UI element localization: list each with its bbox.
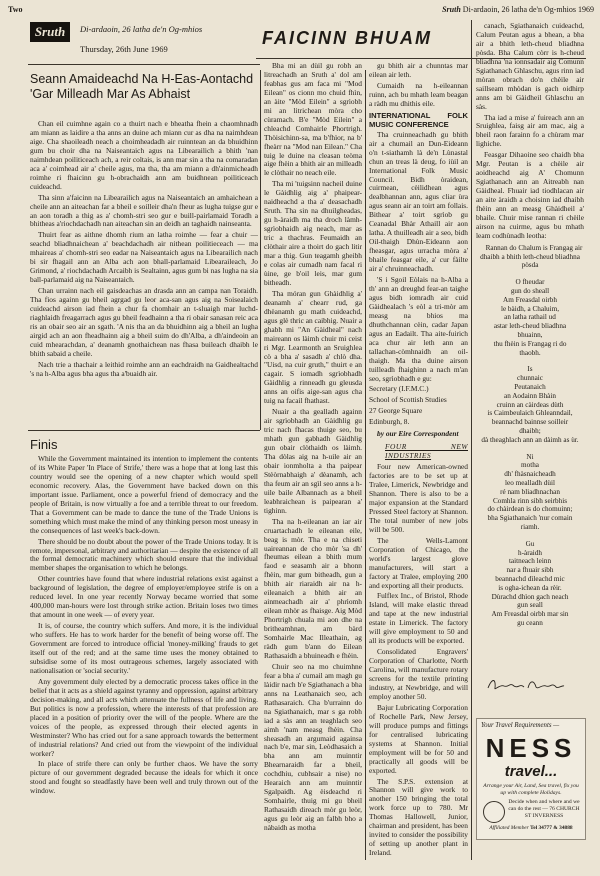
poem-line: motha	[521, 461, 539, 470]
column-four	[369, 62, 468, 862]
poem-line: riamh.	[520, 522, 540, 531]
poem-line: ré nam bliadhnachan	[500, 487, 560, 496]
paragraph: While the Government maintained its intention to implement the contents of its White Paper 'In Place of Strife,' there was a hope that at long last this country would see the opening of a new chapter which would spell economic recovery. Alas, the Government have backed down on this important issue. Parliament, once a powerful friend of democracy and the people of Britain, is now virtually a foe and a terrible threat to our freedom. That a Government can be made to dance the tune of the Trade Unions is something which must make the mind of any thinking person most uneasy in the consequences of last week's back-down.	[30, 455, 258, 535]
poem-line: beannachd bainnse soilleir	[491, 418, 569, 427]
paragraph: Consolidated Engravers' Corporation of Charlotte, North Carolina, will manufacture rotary screens for the textile printing industry, at Newbridge, and will employ another 50.	[369, 647, 468, 701]
paragraph: Chan eil cuimhne again co a thuirt nach e bheatha fhein a chaomhnadh am miann as laidire a tha anns an duine ach miann cur as dha na naimhdean aige. Cha shaoileadh neach a choimheadadh air ruinntean an da bhuidhinn gum bu choir dha na Naiseantaich agus na Libearailich a bhith 'nan naimhdean poiliticeach ach, a reir coltais, is ann mar sin a tha na comaradan aca a' coimhead air a' cheile agus, ma tha, tha am miann a dh'ainmicheadh roimhe ri fhaicinn gu h-obrachaidh ann am buidhnean poiliticeach cuideachd.	[30, 120, 258, 191]
address-line: Secretary (I.F.M.C.)	[369, 384, 429, 394]
poem-line: chunnaic	[517, 374, 543, 383]
paragraph: Feasgar Dihaoine seo chaidh bha Mgr. Peutan is a chèile air aoidheachd aig A' Chomunn Sgiathanach ann an Aitreabh nan Gàidheal. Fhuair iad tiodhlacan air an aite àraidh a choisinn iad dhaibh fhèin ann an measg Ghàidheil a' bhaile. Chuir mise rannan ri chèile airson na cuirme, agus bu mhath leam codhùnadh leotha:	[476, 150, 584, 240]
poem-line: dh' fhàsnaicheadh	[504, 470, 556, 479]
ad-brand: NESS	[485, 733, 577, 763]
poem-stanza	[476, 540, 584, 628]
sruth-logo: Sruth	[30, 22, 70, 42]
paragraph: canach, Sgiathanaich cuideachd, Calum Peutan agus a bhean, a bha air a bhith leth-cheud bliadhna pòsda. Bha Calum còrr is h-cheud bliadhna 'na ìonnsadair aig Comunn Sgiathanach Ghlaschu, agus rinn iad mòran obrach do'n chèile air saillseam mhòdan is gach oidhirp anns am bi Gàidheil Ghlaschu an sàs.	[476, 22, 584, 111]
running-head	[442, 5, 594, 14]
paragraph: Tha móran gun Ghàidhlig a' deanamh a' chearr rud, ga dhèanamh gu math cuideachd, agus glè thric an caibhig. Nuair a ghabh mi "An Gàidheal" nach maireann os làimh chuir mi ceist ri Mgr. Learmonth an Sruighlea cò a bha a' sasadh a' chlò dha. "Uisd, na cuir gruth," thuirt e an cagair. S iomadh sgrìobhadh Gàidhlig a rinneadh gu gleusda anns an oifis aige-san agus cha tuig na facail fhathast.	[264, 288, 362, 406]
poem-line: Is	[527, 365, 533, 374]
poem-line: leo mealladh dùil	[505, 479, 555, 487]
ad-description: Arrange your Air, Land, Sea travel, fix you up with complete Holidays.	[483, 783, 579, 796]
column-rule-3	[471, 20, 472, 860]
poem-line: thu fhèin is Frangag ri do	[493, 339, 567, 348]
poem-line: cruinn an càirdeas dùth	[496, 400, 564, 409]
ad-telephone: Tel 34777 & 34888	[530, 825, 573, 831]
poem-line: is ogha-ichean da rèir.	[498, 583, 562, 592]
editorial2-headline: Finis	[30, 437, 58, 452]
paragraph: 'S i Sgoil Eòlais na h-Alba a th' ann an dreughd fear-an taighe agus bidh iomradh air cuid Gàidhealach 's eòl a tri-mòr am measg na bhios ma dhuthchannan cèin, cadar Japan agus an Eadailt. Tha aite-fuirich aca chur air leth ann an tallachan-còmhnaidh an oil-thaigh. Ma tha duine airson tuilleadh fhaighinn a nach m'an seo, sgrìobhadh e gu:	[369, 275, 468, 383]
masthead-divider	[28, 64, 260, 65]
editorial-divider	[28, 430, 260, 431]
masthead-gaelic-date: Di-ardaoin, 26 latha de'n Og-mhios	[80, 24, 203, 34]
column-title: FAICINN BHUAM	[262, 28, 432, 48]
poem-line: an Aodainn Bhàin	[504, 391, 556, 400]
faicinn-column-body	[264, 62, 362, 862]
paragraph: The Wells-Lamont Corporation of Chicago, the world's largest glove manufacturers, will start a factory at Tralee, employing 200 and exporting all their products.	[369, 535, 468, 590]
poem-line: Gu	[525, 539, 535, 548]
paragraph: Thuirt fear as aithne dhomh rium an latha roimhe — fear a chuir — seachd bliadhnaichean a' beachdachadh air nithean poilitieceach — ma mhaireas a' chomh-stri seo eadar na Naiseantaich agus na Libearailich nach bi sir fhagail ann an Alba ach aon bhall-parlamaid Libearaileach, Jo Grimond, a' riochdachadh Arcaibh is Sealtainn, agus gum bi nas lugha na sia ball-parlamaid aig na Naiseantaich.	[30, 230, 258, 285]
poem-line: beannachd dìleachd mic	[495, 574, 565, 583]
byline: by our Eire Correspondent	[377, 429, 459, 439]
masthead-english-date: Thursday, 26th June 1969	[80, 44, 168, 54]
masthead	[30, 22, 250, 64]
paragraph: Cumaidh na h-eileannan ruinn, ach bu mhath leam beagan a ràdh mu dhithis eile.	[369, 80, 468, 108]
paragraph: Nuair a tha gealladh againn air sgrìobhadh an Gàidhlig gu tric nach fhacas thuige seo, bu mhath gun gabhadh Gàidhlig gun obair clòthaidh os làimh. Tha dòlas aig na h-uile air an obair ionmholta a tha paipear Stèòrnabhaigh a' dèanamh, ach tha feum air an sgìl seo anns a h-uile baile Albannach as a bheil leabhraichean is paipearan a' tighinn.	[264, 407, 362, 515]
paragraph: In place of strife there can only be further chaos. We have the sorry picture of our government degraded because the ideals for which it once stood and fought so steadfastly have been well and truly thrown out of the window.	[30, 759, 258, 796]
conference-heading: INTERNATIONAL FOLK MUSIC CONFERENCE	[369, 110, 468, 129]
paragraph: Tha na h-eileanan an iar air cruartachadh le eileanan eile, beag is mòr. Tha e na chiseti uaireannan de cho mòr 'sa dh' fheumas eilean a bhith mum faod e seasamh air a bhonn fhèin, mar gum bitheadh, gun a bhith air riaraidh air na h-eileanaich a bhith air an ainmeachadh air a' phrìomh eilean mhòr as fhaisge. Aig Mòd Phortrigh chuala mi aon dhe na britheamhnan, am bàrd Somhairle Mac Illeathain, ag ràdh gum b'ann do Eilean Rathasaidh a bhuineadh e fhèin.	[264, 516, 362, 660]
poem-line: astar leth-cheud bliadhna	[493, 322, 567, 331]
globe-icon	[483, 801, 505, 823]
ness-travel-ad	[476, 718, 586, 840]
industries-heading: FOUR NEW INDUSTRIES	[385, 442, 468, 461]
poem-stanza	[476, 278, 584, 357]
poem-line: Dùrachd dhìon gach neach	[491, 592, 569, 601]
paragraph: There should be no doubt about the power of the Trade Unions today. It is remote, impersonal, arbitrary and authoritarian — despite the existence of all the formal democratic machinery which should ensure that the individual member shapes the organisation to which he belongs.	[30, 536, 258, 573]
column-rule-2	[365, 70, 366, 860]
address-line: 27 George Square	[369, 406, 423, 416]
paragraph: Chuir seo na mo chuimhne fear a bha a' cumail am magh gu làidir nach b'e Sgiathanach a bha anns na Leathanaich seo, ach Rathasaraich. Cha b'urrainn do na Sgiathanaich, mar s ga robh iad a sàs ann an teaghlach seo aimh 'nam measg fhèin. Cha sheasadh an argumaid againsa nach b'e, mar sin, Leòdhasaich a bha ann am muinntir Bhearnaraidh far a bheil, cochdhiu, cubhsair a nise) no Hearaich ann am muinntir Sgalpaidh. Ag èisdeachd ri Somhairle, thuig mi gu bheil Rathasaidh direach mòr gu leòr, agus gu leòr aig an falbh bho a nàbaidh as motha	[264, 661, 362, 833]
poem-line: dhaibh;	[519, 427, 541, 436]
poem	[476, 278, 584, 627]
poem-stanza	[476, 453, 584, 532]
poem-line: Peutanaich	[514, 383, 546, 392]
poem-stanza	[476, 365, 584, 444]
paragraph: Nach trie a thachair a leithid roimhe ann an eachdraidh na Gaidhealtachd 's na h-Alba agus bha agus tha a'buaidh air.	[30, 359, 258, 378]
ad-tagline: Your Travel Requirements —	[481, 722, 560, 729]
running-head-date: Di-ardaoin, 26 latha de'n Og-mhios 1969	[460, 5, 594, 14]
ad-affiliation	[481, 825, 581, 831]
paragraph: Tha mi 'tuigsinn nacheil duine le Gàidhlig aig a' phaipear-naidheachd a tha a' deasachadh Sruth. Tha sin na dhuilgheadas, gu h-àraidh ma tha droch làmh-sgrìobhaidh aig neach, mar as tric a thachras. Feumaidh an clòthair aire a thoirt do gach litir mar a thig. Gun teagamh gheibh e colas air cumadh nam facal ri ùine, ge b'oil leis, mar gum bitheadh.	[264, 179, 362, 287]
paragraph: Other countries have found that where industrial relations exist against a background of legislation, the degree of employer/employee strife is on a reduced level. In one year recently Norway became worried that some 400,000 man-hours were lost through strike action. Britain loses two times that amount in one week — of every year.	[30, 574, 258, 620]
paragraph: Tha sinn a'faicinn na Libearailich agus na Naiseantaich an amhaichean a cheile ann an aiteachan far a bheil e soilleir dha'n fheur as lugha tuigse gur e an aon toradh a thig as a' chomh-stri seo gur e buill-pairlamaid Toradh a bhitheas a'riochdachadh nan aiteachan sin an deidh an taghaidh nainseanta.	[30, 192, 258, 229]
poem-line: Comhla rinn sibh seirbhis	[492, 496, 568, 505]
editorial1-headline: Seann Amaideachd Na H-Eas-Aontachd 'Gar Milleadh Mar As Abhaist	[30, 72, 254, 101]
author-signature	[486, 676, 566, 694]
poem-line: Am Freasdal oirbh mar sin	[491, 610, 569, 619]
column-five	[476, 22, 584, 668]
paragraph: Bajur Lubricating Corporation of Rochelle Park, New Jersey, will produce pumps and fittings for centralised lubricating systems at Shannon. Initial employment will be for 50 and practically all goods will be exported.	[369, 702, 468, 775]
poem-line: Am Freasdal oirbh	[503, 295, 557, 304]
poem-line: gun seall	[517, 601, 543, 610]
poem-line: is Caimbeulaich Ghleanndail,	[487, 409, 573, 418]
page-number-label: Two	[8, 5, 23, 14]
paragraph: Chan urrainn nach eil gaisdeachas an drasda ann an campa nan Toraidh. Tha fios againn gu bheil agrgad gu leor aca-san agus aig na Soisealaich cuideachd airson iad fhein a chur fa chomhair an t-sluaigh mar luchd-riaghlaidh freagarrach agus gu bheil feadhainn a tha ri obair sanasan reic aca ris an obair seo air an sgath. 'A nis tha an da bhuidhinn aig a bheil an lugha airgid ach an aon fheadhainn aig a bheil suim do dh'Alba, a dh'aindeoin an cuid mhearachdan, a' deanamh gnothaichean nas fhasa buileach dhaibh le bhith sabaid a cheile.	[30, 286, 258, 358]
ad-address: Decide when and where and we can do the rest — 76 CHURCH ST INVERNESS	[508, 799, 580, 819]
running-head-paper: Sruth	[442, 5, 461, 14]
poem-line: bhuainn,	[517, 331, 543, 340]
poem-line: h-àraidh	[518, 548, 542, 557]
editorial1-body	[30, 120, 258, 426]
poem-line: do chàirdean is do chomuinn;	[487, 505, 573, 514]
poem-line: Ni	[526, 452, 534, 461]
top-bar	[8, 3, 594, 17]
ad-travel-word: travel...	[504, 763, 558, 780]
poem-title: Rannan do Chalum is Frangag air dhaibh a bhith leth-cheud bliadhna pòsda	[480, 243, 583, 270]
paragraph: Four new American-owned factories are to be set up at Tralee, Limerick, Newbridge and Shannon. There is also to be a major expansion at the Standard Pressed Steel factory at Shannon. The total number of new jobs will be 500.	[369, 462, 468, 534]
paragraph: It is, of course, the country which suffers. And more, it is the individual who suffers. He has to work harder for the benefit of being worse off. The Government are forced to introduce official 'money-milking' frauds to get itself out of the red; and at the same time uses the money obtained to subsidise some of its most outrageous schemes, largely associated with nationalisation or 'social security.'	[30, 621, 258, 675]
paragraph: The S.P.S. extension at Shannon will give work to another 150 bringing the total work force up to 780. Mr Thomas Hallowell, Junior, chairman and president, has been invited to consider the possibility of setting up another plant in Ireland.	[369, 776, 468, 858]
paragraph: Bha mi an dùil gu robh an litreachadh an Sruth a' dol am feabhas gus am faca mi "Mod Eilean" os cionn mo chuid fhìn, an àite "Mòd Eilein" a sgrìobh mi an litrichean mòra cho cùramach. B'e "Mòd Eilein" a chleachd Comhairle Phortrigh. Thòisichinn-sa, ma b'fhìor, na b' fheàrr na "Mod nan Eilean." Cha tuig le duine na cleasan teòma aige fhèin a bhith air an milleadh le clòthair no neach eile.	[264, 62, 362, 178]
address-line: Edinburgh, 8.	[369, 417, 410, 427]
poem-line: O fheudar	[515, 278, 545, 287]
paragraph: Tha cruinneachadh gu bhith air a chumail an Dun-Eideann o'n t-siathamh là de'n Lùnastal chun an treas là deug, fo iùil an International Folk Music Council. Bidh òraidean, cuirmean, cèilidhean agus dealbhannan ann, agus cliar ùra agus seann air an toirt am follais. Bithear a' toirt sgrìob gu Ceanadal Bhàr Athaill air aon latha. A thuilleadh air a seo, bidh Oil-thaigh Dhùn-Eideann aon fheasgar, agus urracha mòra a' bhaile feasgar eile, a' cur fàilte air a' chruinneachadh.	[369, 129, 468, 274]
editorial2-body	[30, 455, 258, 860]
poem-line: dà theaghlach ann an dàimh as ùr.	[481, 435, 579, 444]
poem-line: thaobh.	[519, 348, 541, 357]
paragraph: Tha iad a mise a' fuireach ann an Sruighlea, faisg air am mac, aig a bheil raon farainn fo a chùram mar lighiche.	[476, 112, 584, 149]
paragraph: Any government duly elected by a democratic process takes office in the belief that it acts as a shield against tyranny and oppression, against arbitrary decision-making, and all acts which attenuate the fullness of life and living. But politics is now a profession, where the interests of that profession are placed in a position of priority over the will of the people. Where are the voices of the people, as expressed through their elected agents in Westminster? Who has cried out for a sane approach towards the betterment of industrial relations? And cried out from the viewpoint of the individual worker?	[30, 676, 258, 758]
ad-affil-text: Affiliated Member	[489, 825, 529, 831]
poem-line: nar a fhuair sibh	[506, 566, 554, 575]
address-line: School of Scottish Studies	[369, 395, 447, 405]
paragraph: Fulflex Inc., of Bristol, Rhode Island, will make elastic thread and tape at the new industrial estate in Limerick. The factory will give employment to 50 and all its products will be exported.	[369, 591, 468, 646]
column-rule-1	[260, 70, 261, 430]
poem-line: gu ceann	[517, 618, 543, 627]
poem-line: gun do sheall	[510, 287, 550, 296]
poem-line: an latha rathail ud	[504, 313, 556, 322]
poem-line: bha Sgiathanaich 'nur comain	[487, 514, 573, 523]
poem-line: taitneach leinn	[508, 557, 552, 566]
poem-line: le bàidh, a Chaluim,	[500, 304, 560, 313]
paragraph: gu bhith air a chunntas mar eilean air leth.	[369, 62, 468, 79]
